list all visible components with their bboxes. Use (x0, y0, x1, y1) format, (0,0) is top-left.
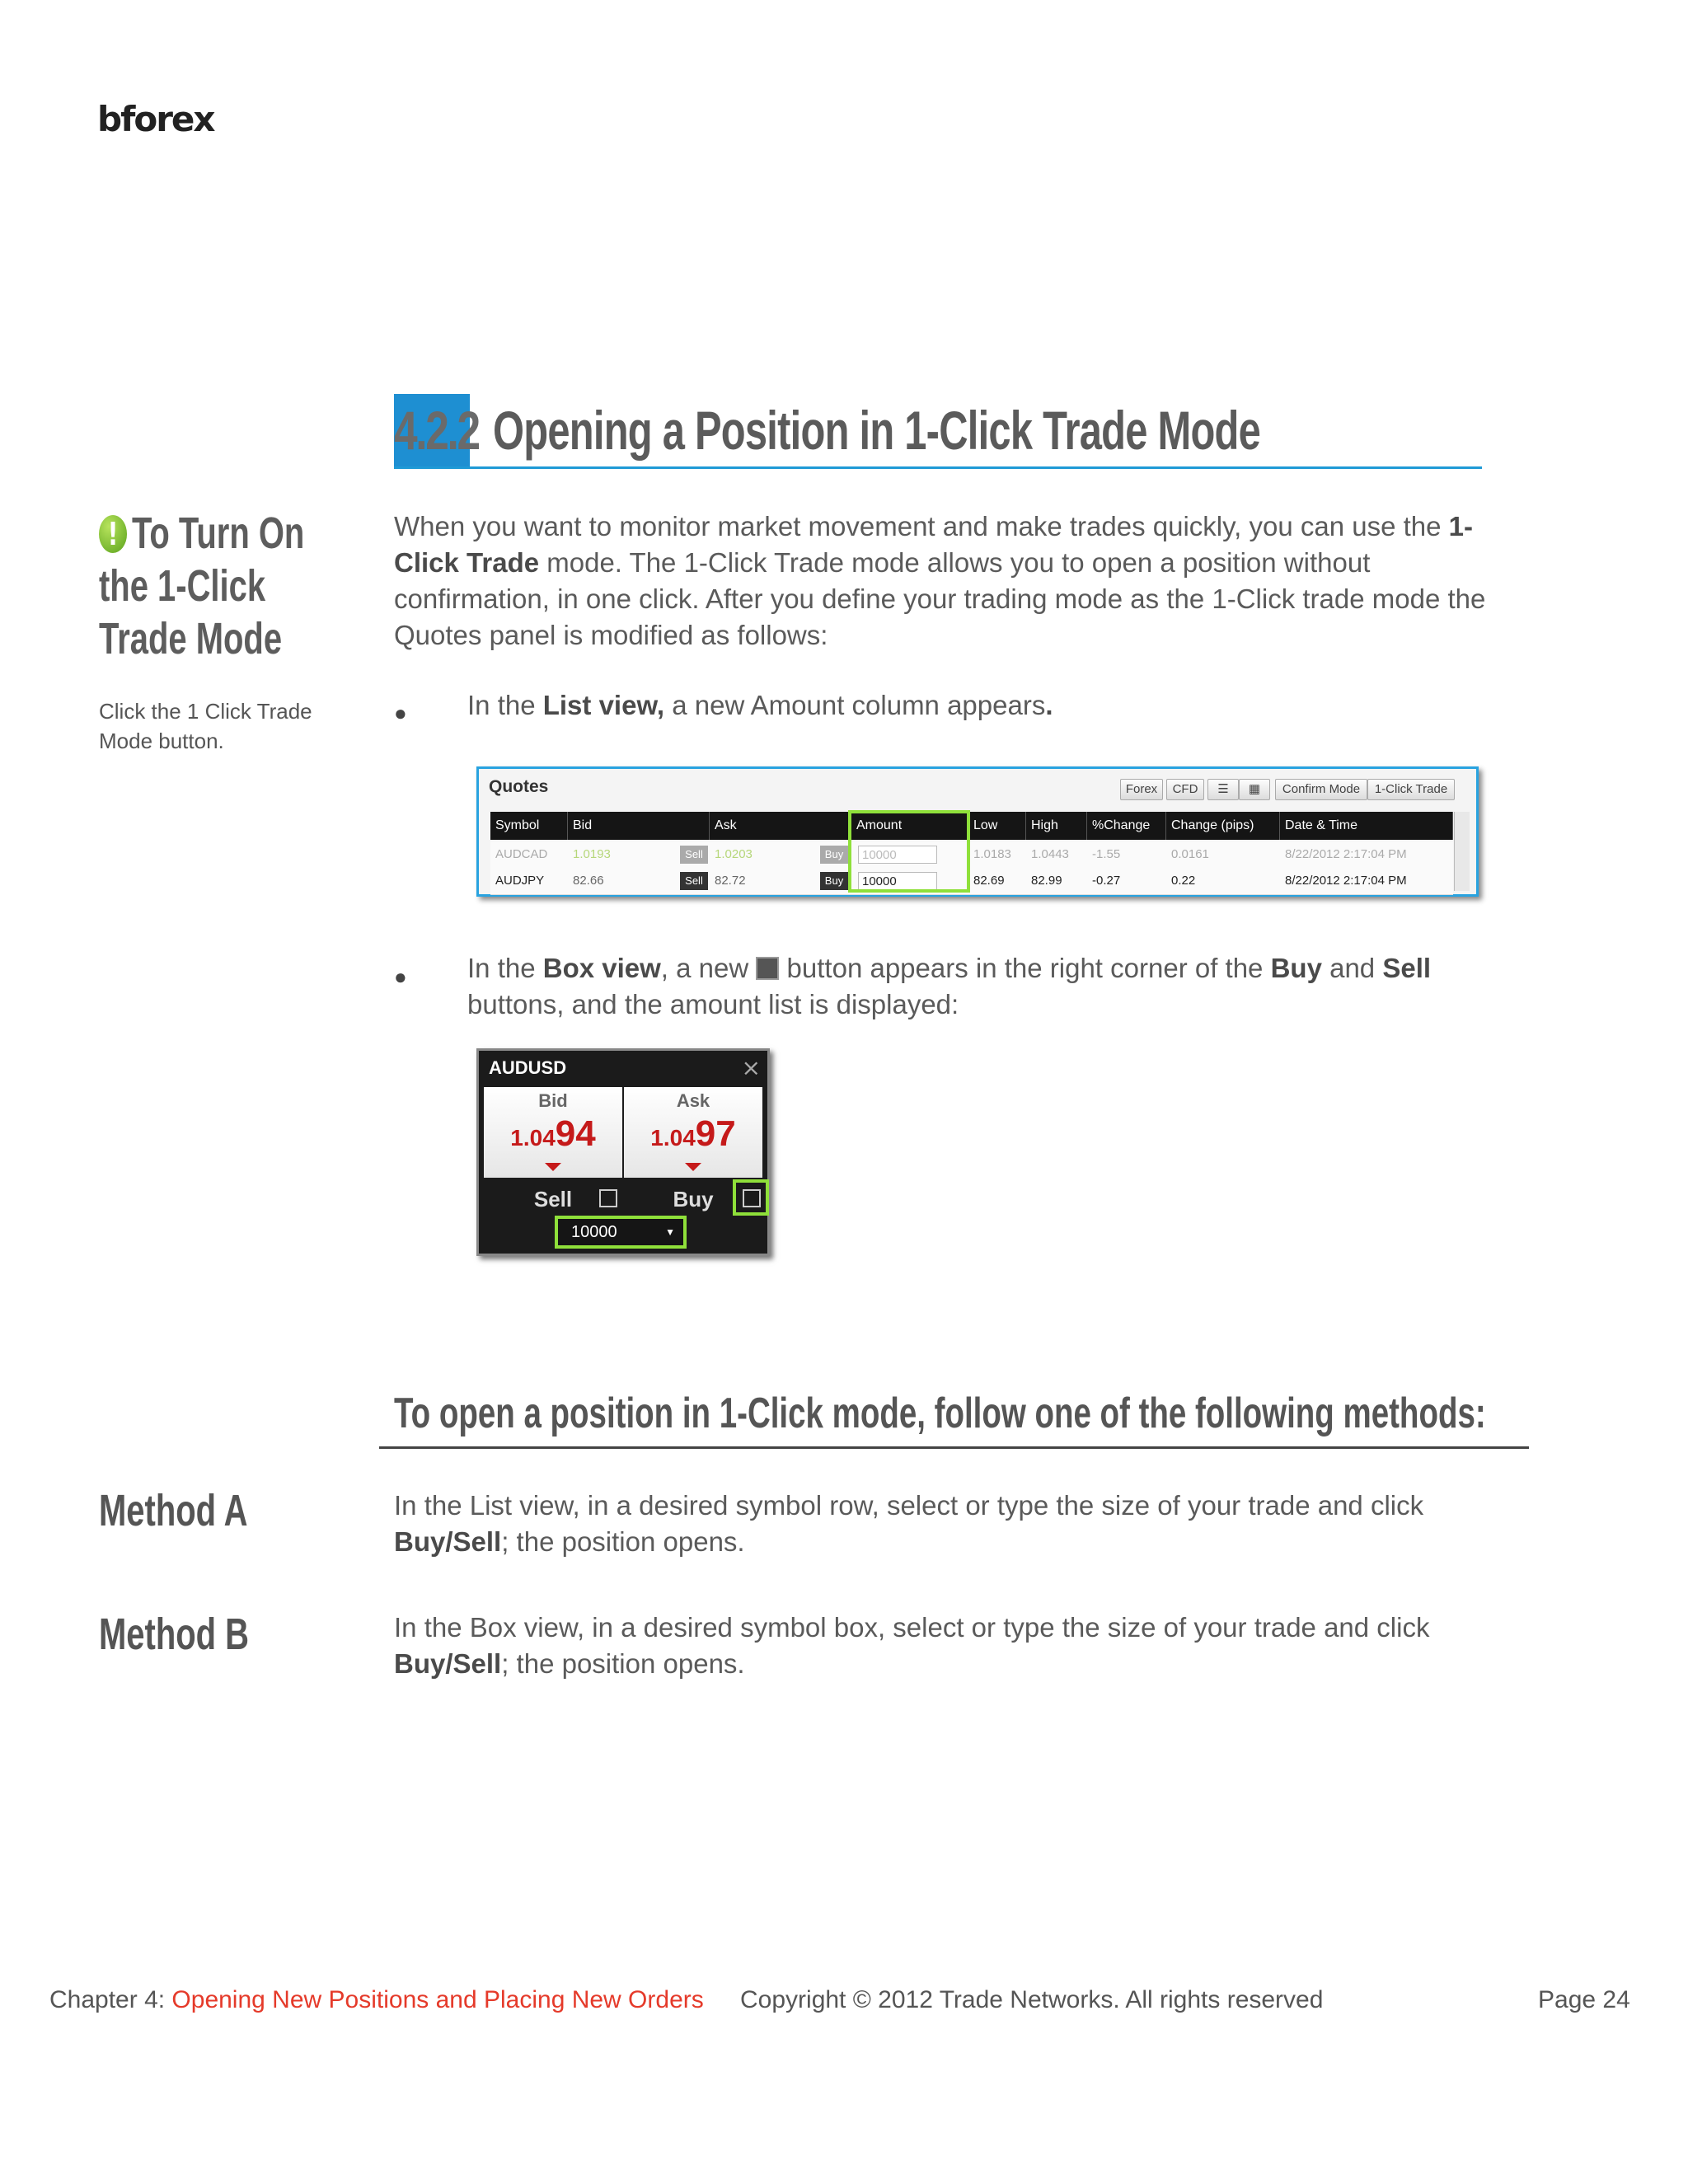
header-low[interactable]: Low (968, 812, 1026, 840)
quote-row-audjpy[interactable] (490, 868, 1453, 895)
exclamation-icon: ! (99, 515, 127, 553)
box-view-icon[interactable]: ▦ (1239, 779, 1270, 800)
row-amount-input[interactable]: 10000 (858, 872, 937, 890)
methods-heading-text: To open a position in 1-Click mode, follow one of the following methods: (394, 1390, 1486, 1437)
intro-text-rest: mode. The 1-Click Trade mode allows you to open a position without confirmation, in one click. After you define your trading mode as the 1-Click trade mode the Quotes panel is modified as follows: (394, 547, 1486, 650)
down-arrow-icon (545, 1163, 561, 1171)
ask-price-small: 1.04 (650, 1125, 696, 1151)
expand-icon (756, 957, 779, 980)
method-label-text: Method A (99, 1486, 248, 1535)
amount-column-highlight (848, 810, 970, 893)
buy-button[interactable]: Buy (673, 1187, 714, 1212)
row-ask: 1.0203 (715, 847, 753, 861)
row-low: 1.0183 (973, 847, 1011, 861)
bullet-bold: Buy (1270, 953, 1322, 983)
bullet-text: , a new (660, 953, 757, 983)
header-bid[interactable]: Bid (568, 812, 710, 840)
box-amount-value: 10000 (571, 1223, 617, 1241)
footer-chapter-prefix: Chapter 4: (49, 1986, 172, 2013)
quotes-header-row (490, 812, 1453, 840)
method-a-label (99, 1485, 300, 1536)
heading-rule (379, 1446, 1529, 1449)
row-buy-button[interactable]: Buy (820, 872, 848, 890)
buy-icon-highlight (733, 1179, 769, 1216)
sell-expand-icon[interactable] (599, 1189, 617, 1207)
one-click-trade-button[interactable]: 1-Click Trade (1367, 779, 1455, 800)
bullet-text: and (1321, 953, 1383, 983)
ask-price-big: 97 (695, 1113, 736, 1154)
sidebar-heading-line: the 1-Click (99, 561, 266, 611)
row-symbol: AUDJPY (495, 874, 545, 888)
box-view-panel (476, 1048, 770, 1256)
method-label-text: Method B (99, 1610, 250, 1659)
method-b-text (394, 1610, 1531, 1682)
row-ask: 82.72 (715, 874, 746, 888)
row-sell-button[interactable]: Sell (680, 872, 708, 890)
bullet-bold: Sell (1382, 953, 1432, 983)
bullet-text: a new Amount column appears (664, 690, 1046, 720)
header-date-time[interactable]: Date & Time (1280, 812, 1453, 840)
ask-pane (624, 1087, 762, 1178)
row-change-pips: 0.22 (1171, 874, 1196, 888)
cfd-button[interactable]: CFD (1166, 779, 1204, 800)
footer-chapter-link[interactable]: Opening New Positions and Placing New Orders (171, 1986, 704, 2013)
bullet-text: In the (467, 953, 543, 983)
header-ask[interactable]: Ask (710, 812, 851, 840)
row-pct-change: -0.27 (1092, 874, 1121, 888)
ask-label: Ask (676, 1090, 710, 1111)
row-change-pips: 0.0161 (1171, 847, 1209, 861)
row-date-time: 8/22/2012 2:17:04 PM (1285, 847, 1407, 861)
method-text: In the List view, in a desired symbol row, select or type the size of your trade and click (394, 1490, 1424, 1521)
down-arrow-icon (685, 1163, 701, 1171)
bullet-text: button appears in the right corner of the (779, 953, 1271, 983)
footer-chapter (49, 1986, 704, 2014)
row-symbol: AUDCAD (495, 847, 548, 861)
quotes-scrollbar[interactable] (1454, 812, 1470, 891)
method-b-label (99, 1609, 302, 1660)
bullet-bold: Box view (542, 953, 661, 983)
bullet-period: . (1045, 690, 1053, 720)
footer-copyright: Copyright © 2012 Trade Networks. All rights reserved (740, 1986, 1324, 2013)
row-low: 82.69 (973, 874, 1005, 888)
row-date-time: 8/22/2012 2:17:04 PM (1285, 874, 1407, 888)
forex-button[interactable]: Forex (1120, 779, 1163, 800)
intro-text: When you want to monitor market movement and make trades quickly, you can use the (394, 511, 1449, 541)
section-title (394, 394, 1482, 469)
method-text: ; the position opens. (501, 1526, 745, 1557)
method-text: ; the position opens. (501, 1648, 745, 1679)
sell-button[interactable]: Sell (533, 1187, 573, 1212)
header-amount[interactable]: Amount (851, 812, 968, 840)
list-view-icon[interactable]: ☰ (1207, 779, 1239, 800)
amount-list-highlight (555, 1216, 687, 1249)
method-bold: Buy/Sell (394, 1648, 502, 1679)
row-buy-button[interactable]: Buy (820, 846, 848, 864)
header-pct-change[interactable]: %Change (1087, 812, 1166, 840)
header-high[interactable]: High (1026, 812, 1087, 840)
footer-page-number: Page 24 (1538, 1986, 1630, 2013)
quote-row-audcad[interactable] (490, 841, 1453, 869)
row-sell-button[interactable]: Sell (680, 846, 708, 864)
bullet-dot: ● (394, 701, 407, 725)
bid-price-small: 1.04 (510, 1125, 556, 1151)
quotes-panel (476, 766, 1479, 897)
bullet-dot: ● (394, 964, 407, 989)
header-symbol[interactable]: Symbol (490, 812, 568, 840)
method-bold: Buy/Sell (394, 1526, 502, 1557)
sidebar-heading-line: To Turn On (131, 509, 305, 558)
methods-heading (394, 1385, 1531, 1442)
bullet-text: buttons, and the amount list is displayed: (467, 989, 959, 1019)
section-heading: Opening a Position in 1-Click Trade Mode (493, 400, 1261, 461)
method-a-text (394, 1488, 1531, 1560)
row-bid: 82.66 (573, 874, 604, 888)
row-high: 82.99 (1031, 874, 1062, 888)
chevron-down-icon: ▼ (665, 1226, 675, 1238)
bid-label: Bid (538, 1090, 568, 1111)
row-bid: 1.0193 (573, 847, 611, 861)
bullet-bold: List view, (542, 690, 665, 720)
header-change-pips[interactable]: Change (pips) (1166, 812, 1280, 840)
intro-paragraph (394, 509, 1531, 654)
bforex-logo: bforex (97, 99, 214, 139)
sidebar-heading (99, 507, 363, 665)
box-symbol: AUDUSD (489, 1057, 567, 1078)
bullet-box-view (467, 950, 1531, 1023)
method-text: In the Box view, in a desired symbol box, select or type the size of your trade and click (394, 1612, 1430, 1643)
close-icon[interactable]: × (741, 1054, 761, 1081)
bid-pane (484, 1087, 622, 1178)
sidebar-heading-line: Trade Mode (99, 614, 283, 663)
confirm-mode-button[interactable]: Confirm Mode (1275, 779, 1367, 800)
row-amount-input[interactable]: 10000 (858, 846, 937, 864)
intro-bold: 1-Click Trade (394, 511, 1474, 578)
sidebar-note: Click the 1 Click Trade Mode button. (99, 699, 312, 753)
bullet-text: In the (467, 690, 543, 720)
row-pct-change: -1.55 (1092, 847, 1121, 861)
ask-price (624, 1113, 762, 1155)
section-number: 4.2.2 (394, 394, 470, 466)
bid-price-big: 94 (555, 1113, 596, 1154)
row-high: 1.0443 (1031, 847, 1069, 861)
bid-price (484, 1113, 622, 1155)
quotes-title: Quotes (489, 777, 549, 796)
bullet-list-view (467, 687, 1531, 724)
